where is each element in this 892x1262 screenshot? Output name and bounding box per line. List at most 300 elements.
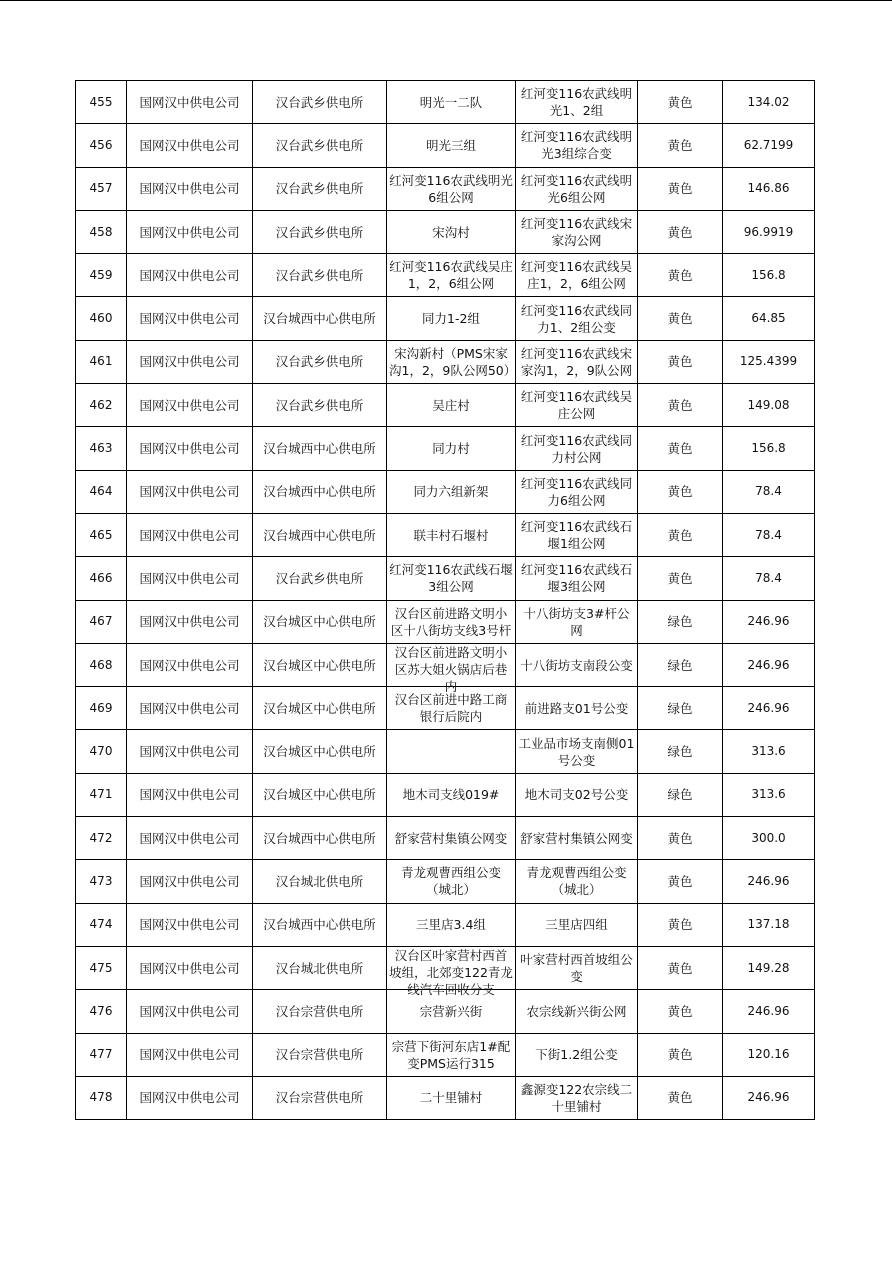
table-row bbox=[76, 557, 815, 600]
table-row bbox=[76, 297, 815, 340]
value-cell bbox=[723, 340, 815, 383]
color-level-cell bbox=[638, 687, 723, 730]
transformer-cell-text: 前进路支01号公变 bbox=[524, 700, 629, 716]
value-cell bbox=[723, 730, 815, 773]
station-cell bbox=[253, 903, 387, 946]
transformer-cell-text: 红河变116农武线吴庄公网 bbox=[520, 389, 633, 422]
station-cell-text: 汉台武乡供电所 bbox=[275, 137, 364, 153]
transformer-cell bbox=[516, 730, 638, 773]
transformer-cell bbox=[516, 124, 638, 167]
value-cell bbox=[723, 210, 815, 253]
row-number-cell bbox=[76, 513, 127, 556]
color-level-cell-text: 黄色 bbox=[667, 570, 693, 586]
color-level-cell bbox=[638, 124, 723, 167]
table-row bbox=[76, 773, 815, 816]
value-cell bbox=[723, 81, 815, 124]
location-cell-text: 明光三组 bbox=[425, 137, 476, 153]
station-cell bbox=[253, 297, 387, 340]
station-cell bbox=[253, 167, 387, 210]
company-cell-text: 国网汉中供电公司 bbox=[139, 137, 240, 153]
location-cell bbox=[387, 470, 516, 513]
location-cell-text: 二十里铺村 bbox=[419, 1090, 483, 1106]
row-number-cell bbox=[76, 817, 127, 860]
location-cell-text: 地木司支线019# bbox=[402, 787, 500, 803]
transformer-cell-text: 舒家营村集镇公网变 bbox=[520, 830, 633, 846]
transformer-cell bbox=[516, 817, 638, 860]
value-cell-text: 62.7199 bbox=[743, 137, 794, 152]
location-cell-text: 汉台区前进路文明小区苏大姐火锅店后巷内 bbox=[394, 645, 508, 694]
color-level-cell-text: 黄色 bbox=[667, 1090, 693, 1106]
station-cell-text: 汉台宗营供电所 bbox=[275, 1047, 364, 1063]
color-level-cell bbox=[638, 860, 723, 903]
value-cell-text: 313.6 bbox=[751, 744, 786, 759]
company-cell bbox=[127, 1076, 253, 1119]
station-cell-text: 汉台武乡供电所 bbox=[275, 354, 364, 370]
value-cell bbox=[723, 643, 815, 686]
color-level-cell bbox=[638, 773, 723, 816]
location-cell-text: 同力1-2组 bbox=[422, 311, 480, 327]
color-level-cell bbox=[638, 427, 723, 470]
location-cell bbox=[387, 210, 516, 253]
row-number-cell bbox=[76, 860, 127, 903]
table-row bbox=[76, 946, 815, 989]
station-cell-text: 汉台城北供电所 bbox=[275, 873, 364, 889]
value-cell-text: 246.96 bbox=[747, 657, 790, 672]
station-cell bbox=[253, 990, 387, 1033]
row-number-cell-text: 458 bbox=[89, 224, 113, 239]
color-level-cell-text: 绿色 bbox=[667, 614, 693, 630]
value-cell-text: 300.0 bbox=[751, 830, 786, 845]
color-level-cell-text: 绿色 bbox=[667, 657, 693, 673]
location-cell-text: 宋沟新村（PMS宋家沟1，2，9队公网50） bbox=[389, 345, 517, 378]
table-row bbox=[76, 903, 815, 946]
row-number-cell bbox=[76, 470, 127, 513]
color-level-cell-text: 黄色 bbox=[667, 1003, 693, 1019]
transformer-cell bbox=[516, 773, 638, 816]
company-cell-text: 国网汉中供电公司 bbox=[139, 657, 240, 673]
color-level-cell bbox=[638, 340, 723, 383]
station-cell-text: 汉台城区中心供电所 bbox=[263, 744, 376, 760]
station-cell-text: 汉台武乡供电所 bbox=[275, 397, 364, 413]
color-level-cell bbox=[638, 513, 723, 556]
table-row bbox=[76, 340, 815, 383]
station-cell bbox=[253, 254, 387, 297]
transformer-cell-text: 红河变116农武线宋家沟公网 bbox=[520, 216, 633, 249]
row-number-cell-text: 457 bbox=[89, 181, 113, 196]
location-cell-text: 三里店3.4组 bbox=[416, 917, 486, 933]
color-level-cell bbox=[638, 817, 723, 860]
company-cell-text: 国网汉中供电公司 bbox=[139, 267, 240, 283]
value-cell bbox=[723, 254, 815, 297]
value-cell-text: 64.85 bbox=[751, 311, 786, 326]
company-cell-text: 国网汉中供电公司 bbox=[139, 960, 240, 976]
row-number-cell-text: 460 bbox=[89, 311, 113, 326]
value-cell bbox=[723, 384, 815, 427]
color-level-cell-text: 黄色 bbox=[667, 354, 693, 370]
transformer-cell-text: 红河变116农武线同力6组公网 bbox=[520, 475, 633, 508]
company-cell-text: 国网汉中供电公司 bbox=[139, 397, 240, 413]
location-cell bbox=[387, 687, 516, 730]
company-cell bbox=[127, 1033, 253, 1076]
transformer-cell bbox=[516, 557, 638, 600]
company-cell-text: 国网汉中供电公司 bbox=[139, 1003, 240, 1019]
company-cell bbox=[127, 210, 253, 253]
transformer-cell-text: 红河变116农武线石堰3组公网 bbox=[520, 562, 633, 595]
value-cell bbox=[723, 167, 815, 210]
row-number-cell-text: 467 bbox=[89, 614, 113, 629]
transformer-cell-text: 红河变116农武线明光6组公网 bbox=[520, 172, 633, 205]
company-cell-text: 国网汉中供电公司 bbox=[139, 744, 240, 760]
transformer-cell-text: 红河变116农武线同力村公网 bbox=[520, 432, 633, 465]
location-cell-text: 吴庄村 bbox=[432, 397, 470, 413]
row-number-cell bbox=[76, 1076, 127, 1119]
transformer-cell bbox=[516, 297, 638, 340]
company-cell-text: 国网汉中供电公司 bbox=[139, 917, 240, 933]
location-cell bbox=[387, 1033, 516, 1076]
color-level-cell bbox=[638, 600, 723, 643]
transformer-cell bbox=[516, 384, 638, 427]
transformer-cell-text: 叶家营村西首坡组公变 bbox=[520, 952, 633, 985]
station-cell-text: 汉台武乡供电所 bbox=[275, 181, 364, 197]
company-cell-text: 国网汉中供电公司 bbox=[139, 224, 240, 240]
station-cell bbox=[253, 470, 387, 513]
transformer-cell bbox=[516, 1076, 638, 1119]
color-level-cell bbox=[638, 254, 723, 297]
location-cell bbox=[387, 773, 516, 816]
table-row bbox=[76, 384, 815, 427]
value-cell-text: 125.4399 bbox=[739, 354, 798, 369]
table-row bbox=[76, 124, 815, 167]
location-cell-text: 红河变116农武线明光6组公网 bbox=[389, 172, 513, 205]
value-cell bbox=[723, 600, 815, 643]
company-cell-text: 国网汉中供电公司 bbox=[139, 354, 240, 370]
value-cell-text: 149.28 bbox=[747, 960, 790, 975]
location-cell-text: 舒家营村集镇公网变 bbox=[394, 830, 508, 846]
company-cell bbox=[127, 340, 253, 383]
value-cell bbox=[723, 1076, 815, 1119]
value-cell-text: 78.4 bbox=[755, 527, 782, 542]
transformer-cell bbox=[516, 860, 638, 903]
row-number-cell bbox=[76, 557, 127, 600]
color-level-cell bbox=[638, 210, 723, 253]
company-cell bbox=[127, 946, 253, 989]
location-cell bbox=[387, 384, 516, 427]
company-cell bbox=[127, 903, 253, 946]
table-row bbox=[76, 817, 815, 860]
transformer-cell-text: 地木司支02号公变 bbox=[524, 787, 629, 803]
transformer-cell-text: 下街1.2组公变 bbox=[535, 1047, 618, 1063]
company-cell bbox=[127, 860, 253, 903]
row-number-cell-text: 456 bbox=[89, 137, 113, 152]
location-cell bbox=[387, 167, 516, 210]
company-cell bbox=[127, 990, 253, 1033]
value-cell-text: 149.08 bbox=[747, 397, 790, 412]
station-cell-text: 汉台城西中心供电所 bbox=[263, 917, 376, 933]
company-cell-text: 国网汉中供电公司 bbox=[139, 94, 240, 110]
station-cell bbox=[253, 557, 387, 600]
value-cell bbox=[723, 427, 815, 470]
color-level-cell-text: 黄色 bbox=[667, 267, 693, 283]
location-cell-text: 同力六组新架 bbox=[413, 484, 489, 500]
table-row bbox=[76, 513, 815, 556]
company-cell bbox=[127, 730, 253, 773]
company-cell-text: 国网汉中供电公司 bbox=[139, 484, 240, 500]
location-cell-text: 联丰村石堰村 bbox=[413, 527, 489, 543]
table-row bbox=[76, 427, 815, 470]
location-cell bbox=[387, 643, 516, 694]
company-cell bbox=[127, 81, 253, 124]
value-cell-text: 246.96 bbox=[747, 1003, 790, 1018]
color-level-cell bbox=[638, 643, 723, 686]
row-number-cell bbox=[76, 81, 127, 124]
row-number-cell-text: 473 bbox=[89, 873, 113, 888]
row-number-cell-text: 455 bbox=[89, 94, 113, 109]
row-number-cell-text: 475 bbox=[89, 960, 113, 975]
transformer-cell-text: 红河变116农武线明光3组综合变 bbox=[520, 129, 633, 162]
table-row bbox=[76, 210, 815, 253]
station-cell-text: 汉台城区中心供电所 bbox=[263, 614, 376, 630]
company-cell-text: 国网汉中供电公司 bbox=[139, 441, 240, 457]
row-number-cell-text: 470 bbox=[89, 744, 113, 759]
transformer-cell bbox=[516, 687, 638, 730]
transformer-cell-text: 十八街坊支3#杆公网 bbox=[523, 605, 630, 638]
station-cell bbox=[253, 860, 387, 903]
location-cell bbox=[387, 817, 516, 860]
transformer-cell bbox=[516, 340, 638, 383]
row-number-cell-text: 463 bbox=[89, 441, 113, 456]
company-cell bbox=[127, 687, 253, 730]
location-cell bbox=[387, 1076, 516, 1119]
transformer-cell bbox=[516, 643, 638, 686]
value-cell-text: 146.86 bbox=[747, 181, 790, 196]
station-cell-text: 汉台武乡供电所 bbox=[275, 224, 364, 240]
company-cell-text: 国网汉中供电公司 bbox=[139, 873, 240, 889]
color-level-cell-text: 黄色 bbox=[667, 311, 693, 327]
color-level-cell-text: 黄色 bbox=[667, 527, 693, 543]
station-cell-text: 汉台城西中心供电所 bbox=[263, 484, 376, 500]
value-cell bbox=[723, 860, 815, 903]
table-row bbox=[76, 860, 815, 903]
location-cell-text: 汉台区叶家营村西首坡组，北郊变122青龙线汽车回收分支 bbox=[389, 948, 513, 998]
row-number-cell bbox=[76, 340, 127, 383]
value-cell-text: 96.9919 bbox=[743, 224, 794, 239]
location-cell bbox=[387, 513, 516, 556]
color-level-cell bbox=[638, 946, 723, 989]
row-number-cell bbox=[76, 210, 127, 253]
location-cell-text: 明光一二队 bbox=[419, 94, 483, 110]
color-level-cell bbox=[638, 990, 723, 1033]
location-cell-text: 红河变116农武线石堰3组公网 bbox=[389, 562, 513, 595]
color-level-cell bbox=[638, 557, 723, 600]
row-number-cell-text: 471 bbox=[89, 787, 113, 802]
company-cell bbox=[127, 254, 253, 297]
station-cell-text: 汉台城区中心供电所 bbox=[263, 657, 376, 673]
station-cell-text: 汉台宗营供电所 bbox=[275, 1090, 364, 1106]
station-cell-text: 汉台城西中心供电所 bbox=[263, 527, 376, 543]
row-number-cell bbox=[76, 384, 127, 427]
location-cell bbox=[387, 124, 516, 167]
row-number-cell-text: 474 bbox=[89, 917, 113, 932]
table-row bbox=[76, 600, 815, 643]
location-cell bbox=[387, 860, 516, 903]
color-level-cell-text: 黄色 bbox=[667, 441, 693, 457]
table-row bbox=[76, 643, 815, 686]
location-cell-text: 汉台区前进路文明小区十八街坊支线3号杆 bbox=[390, 605, 512, 638]
value-cell bbox=[723, 687, 815, 730]
transformer-cell bbox=[516, 254, 638, 297]
company-cell bbox=[127, 513, 253, 556]
transformer-cell-text: 工业品市场支南侧01号公变 bbox=[518, 735, 635, 768]
company-cell-text: 国网汉中供电公司 bbox=[139, 787, 240, 803]
value-cell-text: 120.16 bbox=[747, 1047, 790, 1062]
location-cell bbox=[387, 340, 516, 383]
station-cell bbox=[253, 81, 387, 124]
station-cell bbox=[253, 600, 387, 643]
row-number-cell bbox=[76, 687, 127, 730]
company-cell-text: 国网汉中供电公司 bbox=[139, 570, 240, 586]
company-cell bbox=[127, 600, 253, 643]
location-cell bbox=[387, 946, 516, 998]
company-cell bbox=[127, 557, 253, 600]
value-cell-text: 78.4 bbox=[755, 484, 782, 499]
row-number-cell bbox=[76, 643, 127, 686]
color-level-cell-text: 绿色 bbox=[667, 787, 693, 803]
row-number-cell bbox=[76, 773, 127, 816]
row-number-cell-text: 465 bbox=[89, 527, 113, 542]
transformer-cell-text: 红河变116农武线吴庄1，2，6组公网 bbox=[520, 259, 633, 292]
row-number-cell-text: 461 bbox=[89, 354, 113, 369]
location-cell-text: 红河变116农武线吴庄1，2，6组公网 bbox=[389, 259, 513, 292]
color-level-cell-text: 绿色 bbox=[667, 700, 693, 716]
transformer-cell-text: 十八街坊支南段公变 bbox=[520, 657, 633, 673]
row-number-cell-text: 478 bbox=[89, 1090, 113, 1105]
station-cell bbox=[253, 773, 387, 816]
value-cell-text: 156.8 bbox=[751, 267, 786, 282]
color-level-cell-text: 黄色 bbox=[667, 137, 693, 153]
value-cell bbox=[723, 297, 815, 340]
color-level-cell-text: 黄色 bbox=[667, 873, 693, 889]
row-number-cell bbox=[76, 990, 127, 1033]
row-number-cell bbox=[76, 1033, 127, 1076]
company-cell-text: 国网汉中供电公司 bbox=[139, 527, 240, 543]
color-level-cell bbox=[638, 297, 723, 340]
company-cell-text: 国网汉中供电公司 bbox=[139, 830, 240, 846]
color-level-cell-text: 黄色 bbox=[667, 830, 693, 846]
row-number-cell bbox=[76, 297, 127, 340]
value-cell bbox=[723, 773, 815, 816]
value-cell bbox=[723, 513, 815, 556]
location-cell bbox=[387, 557, 516, 600]
row-number-cell-text: 462 bbox=[89, 397, 113, 412]
value-cell-text: 156.8 bbox=[751, 441, 786, 456]
value-cell bbox=[723, 817, 815, 860]
company-cell-text: 国网汉中供电公司 bbox=[139, 311, 240, 327]
station-cell-text: 汉台城西中心供电所 bbox=[263, 441, 376, 457]
company-cell bbox=[127, 470, 253, 513]
location-cell-text: 汉台区前进中路工商银行后院内 bbox=[394, 692, 508, 725]
row-number-cell-text: 464 bbox=[89, 484, 113, 499]
company-cell bbox=[127, 817, 253, 860]
value-cell-text: 246.96 bbox=[747, 700, 790, 715]
station-cell-text: 汉台城西中心供电所 bbox=[263, 830, 376, 846]
company-cell bbox=[127, 643, 253, 686]
color-level-cell-text: 黄色 bbox=[667, 917, 693, 933]
row-number-cell-text: 459 bbox=[89, 267, 113, 282]
row-number-cell bbox=[76, 254, 127, 297]
value-cell-text: 134.02 bbox=[747, 94, 790, 109]
location-cell bbox=[387, 730, 516, 773]
row-number-cell bbox=[76, 600, 127, 643]
location-cell bbox=[387, 254, 516, 297]
station-cell bbox=[253, 340, 387, 383]
row-number-cell bbox=[76, 124, 127, 167]
station-cell bbox=[253, 1076, 387, 1119]
station-cell bbox=[253, 124, 387, 167]
station-cell-text: 汉台城区中心供电所 bbox=[263, 787, 376, 803]
station-cell-text: 汉台武乡供电所 bbox=[275, 267, 364, 283]
transformer-cell bbox=[516, 946, 638, 989]
table-row bbox=[76, 167, 815, 210]
transformer-cell bbox=[516, 81, 638, 124]
row-number-cell bbox=[76, 730, 127, 773]
table-row bbox=[76, 81, 815, 124]
transformer-cell-text: 红河变116农武线宋家沟1，2，9队公网 bbox=[520, 345, 633, 378]
transformer-cell bbox=[516, 600, 638, 643]
station-cell bbox=[253, 427, 387, 470]
transformer-cell-text: 鑫源变122农宗线二十里铺村 bbox=[520, 1081, 633, 1114]
color-level-cell-text: 黄色 bbox=[667, 397, 693, 413]
company-cell-text: 国网汉中供电公司 bbox=[139, 1047, 240, 1063]
location-cell-text: 青龙观曹西组公变（城北） bbox=[400, 865, 501, 898]
value-cell bbox=[723, 990, 815, 1033]
value-cell-text: 246.96 bbox=[747, 1090, 790, 1105]
company-cell-text: 国网汉中供电公司 bbox=[139, 700, 240, 716]
color-level-cell-text: 黄色 bbox=[667, 1047, 693, 1063]
color-level-cell-text: 黄色 bbox=[667, 224, 693, 240]
station-cell bbox=[253, 730, 387, 773]
location-cell bbox=[387, 600, 516, 643]
transformer-cell bbox=[516, 990, 638, 1033]
value-cell bbox=[723, 946, 815, 989]
table-row bbox=[76, 687, 815, 730]
company-cell bbox=[127, 384, 253, 427]
table-row bbox=[76, 730, 815, 773]
color-level-cell bbox=[638, 167, 723, 210]
transformer-cell-text: 红河变116农武线石堰1组公网 bbox=[520, 519, 633, 552]
station-cell-text: 汉台城区中心供电所 bbox=[263, 700, 376, 716]
company-cell bbox=[127, 773, 253, 816]
station-cell bbox=[253, 1033, 387, 1076]
transformer-cell-text: 农宗线新兴街公网 bbox=[526, 1003, 627, 1019]
row-number-cell-text: 472 bbox=[89, 830, 113, 845]
transformer-cell bbox=[516, 470, 638, 513]
row-number-cell bbox=[76, 427, 127, 470]
value-cell-text: 313.6 bbox=[751, 787, 786, 802]
color-level-cell-text: 黄色 bbox=[667, 484, 693, 500]
company-cell bbox=[127, 297, 253, 340]
company-cell bbox=[127, 427, 253, 470]
station-cell-text: 汉台宗营供电所 bbox=[275, 1003, 364, 1019]
table-row bbox=[76, 470, 815, 513]
color-level-cell bbox=[638, 470, 723, 513]
row-number-cell-text: 477 bbox=[89, 1047, 113, 1062]
station-cell bbox=[253, 210, 387, 253]
station-cell bbox=[253, 817, 387, 860]
location-cell bbox=[387, 427, 516, 470]
power-station-table bbox=[75, 80, 815, 1120]
color-level-cell bbox=[638, 903, 723, 946]
station-cell-text: 汉台城西中心供电所 bbox=[263, 311, 376, 327]
